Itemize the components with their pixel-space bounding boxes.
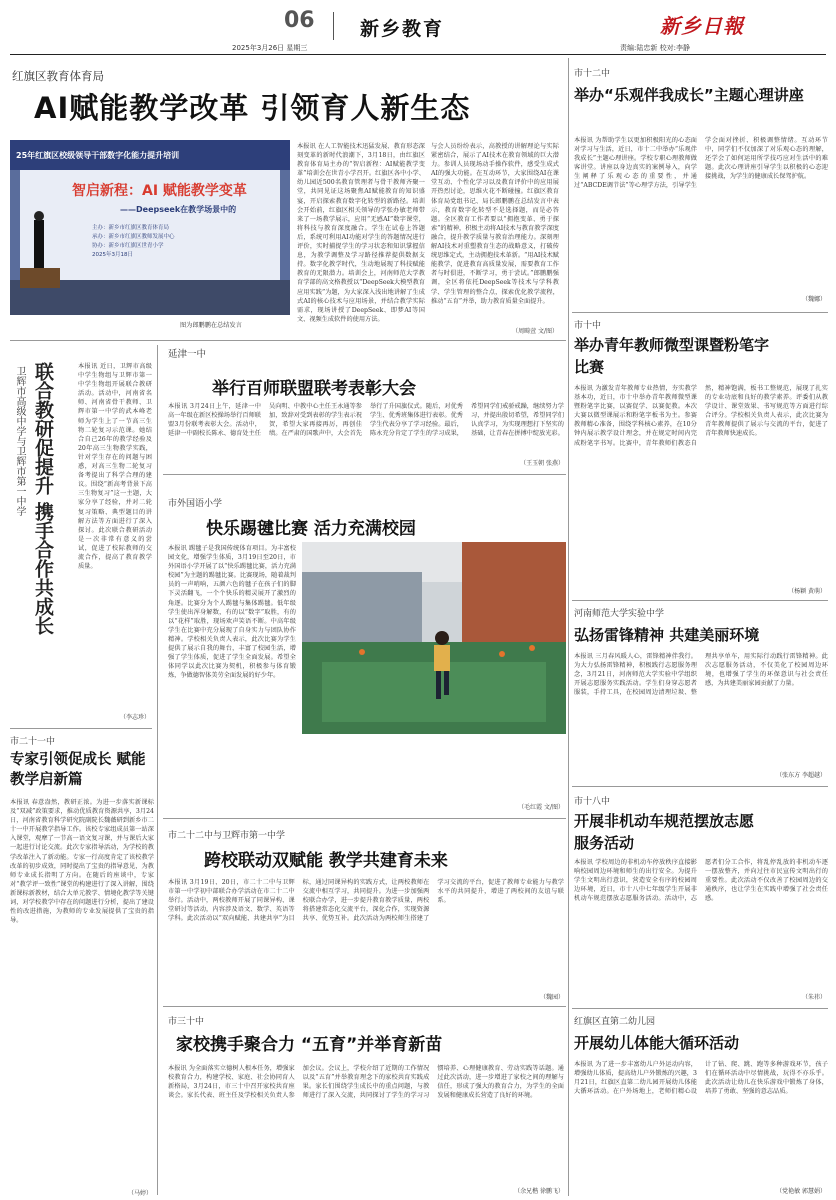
city12-headline: 举办“乐观伴我成长”主题心理讲座 <box>574 86 804 104</box>
city10-body: 本报讯 为激发青年教师专业热情，夯实教学基本功，近日，市十中举办青年教师微型课暨粉笔字比赛，以赛促学、以赛促教。本次大赛以微型课展示和粉笔字板书为主。参赛教师精心准备，围绕学科核心素养，在10分钟内展示教学设计理念，并在规定时间内完成粉笔字书写。比赛中，青年教师们教态自然，精神饱满，板书工整规范，展现了扎实的专业功底和良好的教学素养。评委们从教学设计、课堂效果、书写规范等方面进行综合评分。学校相关负责人表示，此次比赛为青年教师提供了展示与交流的平台，促进了青年教师快速成长。 <box>574 385 828 447</box>
foreign-kicker: 市外国语小学 <box>168 499 223 509</box>
yanjin-body: 本报讯 3月24日上午，延津一中高一年级在新区校操场举行百师联盟3月份联考表彰大会。活动中，延津一中副校长陈永、德育处主任吴向明、中教中心主任王永通等参加，致辞对受到表彰的学生表示祝贺，希望大家再接再厉，再创佳绩。在严肃的国歌声中，大会首先举行了升国旗仪式。随后，对优秀学生、优秀班集体进行表彰。优秀学生代表分享了学习经验。最后，陈永充分肯定了学生的学习成果，希望同学们戒骄戒躁，继续努力学习，并提出殷切希望，希望同学们认真学习，为实现理想打下坚实的基础，让青春在拼搏中绽放光彩。 <box>168 403 564 438</box>
foreign-photo <box>302 542 566 734</box>
city18-headline: 开展非机动车规范摆放志愿服务活动 <box>574 812 755 852</box>
foreign-headline: 快乐踢毽比赛 活力充满校园 <box>206 519 416 539</box>
photo-banner-main: 智启新程：AI 赋能教学变革 <box>72 183 247 199</box>
weihui-body: 本报讯 近日，卫辉市高级中学生物组与卫辉市第一中学生物组开展联合教研活动。活动中，河南省名师、河南省骨干教师、卫辉市第一中学的武本峰老师为学生上了一节高三生物二轮复习示范课。她结合自己26年的教学经验及20年高三生物教学实践，针对学生存在的问题与困惑，对高三生物二轮复习备考提出了科学合理的建议。围绕“新高考背景下高三生物复习”这一主题，大家分享了经验，并对二轮复习策略、典型题目的讲解方法等方面进行了深入探讨。此次联合教研活动是一次非常有意义的尝试，促进了校际教师的交流合作，提高了教育教学质量。 <box>78 363 152 571</box>
city12-byline: （魏娜） <box>801 296 826 303</box>
lead-bottom-rule <box>10 340 566 341</box>
photo-banner-organizers: 主办：新乡市红旗区教育体育局 承办：新乡市红旗区教师发展中心 协办：新乡市红旗区世青小学 2025年3月18日 <box>92 225 175 258</box>
city30-headline: 家校携手聚合力 “五育”并举育新苗 <box>176 1035 443 1055</box>
city21-byline: （马婷） <box>127 1190 152 1197</box>
city10-rule <box>572 600 828 601</box>
photo-banner-title: 25年红旗区校级领导干部数字化能力提升培训 <box>16 151 180 160</box>
masthead <box>0 0 836 58</box>
weihui-rule <box>10 728 152 729</box>
yanjin-kicker: 延津一中 <box>168 349 207 360</box>
city21-body: 本报讯 春意盎然，教研正浓。为进一步落实新课标及“双减”政策要求，推动优质教育资源共享，3月24日，河南省教育科学研究院副院长魏薇研到新乡市二十一中开展教学指导工作。该校专家组成员第一站深入课堂，观摩了一节高一语文复习课，并与课后大家一起进行讨论交流。此次专家指导活动，为学校的教学改革注入了新动能。专家一行高度肯定了该校教学改革的初步成效，同时提出了宝贵的指导意见，为教师专业成长指明了方向。在随后的座谈中，专家对“教学评一致性”课堂的构建进行了深入讲解，围绕新课标新教材，结合大单元教学、情境化教学等关键词，对学校教学中存在的问题进行分析，提出了建设性的改进措施，为教师的专业发展提供了宝贵的指导。 <box>10 799 154 925</box>
city30-byline: （余兄楷 徐鹏飞） <box>514 1188 564 1195</box>
city18-kicker: 市十八中 <box>574 797 611 807</box>
city18-body: 本报讯 学校周边的非机动车停放秩序直接影响校园周边环境和师生的出行安全。为提升学生文明出行意识，营造安全有序的校园周边环境，近日，市十八中七年级学生开展非机动车规范摆放志愿服务活动。活动中，志愿者们分工合作，将乱停乱放的非机动车逐一摆放整齐，并向过往市民宣传文明出行的重要性。此次活动不仅改善了校园周边的交通秩序，也让学生在实践中增强了社会责任感。 <box>574 859 828 903</box>
editors-credit: 责编:陆忠新 校对:李静 <box>620 44 690 52</box>
weihui-byline: （李志珍） <box>119 714 150 721</box>
lead-photo-caption: 图为郎鹏鹏在总结发言 <box>180 322 242 329</box>
city10-headline: 举办青年教师微型课暨粉笔字比赛 <box>574 336 770 376</box>
section-title: 新乡教育 <box>360 18 445 40</box>
right-column-divider <box>568 58 569 1196</box>
lead-column-3: 与会人员纷纷表示，高教授的讲解理论与实际紧密结合，展示了AI技术在教育领域的巨大潜力。参训人员现场动手操作软件，感受生成式AI的强大功能。在互动环节，大家围绕AI在课堂互动、个性化学习以及教育评价中的应用展开热烈讨论，思维火花不断碰撞。红旗区教育体育局党组书记、局长郎鹏鹏在总结发言中表示，教育数字化转型不是选择题，而是必答题。全区教育工作者要以“拥抱变革、勇于探索”的精神，积极主动将AI技术与教育教学深度融合，提升教学质量与教育治理能力。深刻理解AI技术对重塑教育生态的战略意义，打破传统思维定式，主动拥抱技术革新。“用AI技术赋能教学，促进教育高质量发展，需要教育工作者与时俱进，不断学习，勇于尝试。”郎鹏鹏强调，全区将依托DeepSeek等技术与学科教学、学生管理的整合点，探索优化教学流程，推动“五育”并举，助力教育质量全面提升。 <box>431 143 559 305</box>
weihui-body-bottom <box>10 672 152 692</box>
henan-byline: （张东方 李超越） <box>776 772 826 779</box>
joint-byline: （魏园） <box>539 994 564 1001</box>
foreign-body-cont <box>302 738 566 798</box>
kinder-kicker: 红旗区直第二幼儿园 <box>574 1017 656 1027</box>
weihui-subhead: 卫辉市高级中学与卫辉市第一中学 <box>14 366 25 516</box>
city12-rule <box>572 312 828 313</box>
kinder-headline: 开展幼儿体能大循环活动 <box>574 1034 740 1052</box>
photo-banner-sub: ——Deepseek在教学场景中的 <box>120 205 237 214</box>
city30-kicker: 市三十中 <box>168 1017 205 1027</box>
city12-body: 本报讯 为帮助学生以更加积极阳光的心态面对学习与生活，近日，市十二中举办“乐观伴我成长”主题心理讲座。学校专职心理教师做客讲堂。讲座以身边真实的案例导入，向学生阐释了乐观心态的重要性，并通过“ABCDE调节法”等心理学方法，引导学生学会面对挫折、积极调整情绪。互动环节中，同学们不仅加深了对乐观心态的理解，还学会了如何运用所学技巧应对生活中的难题。此次心理讲座引导学生以积极的心态迎接挑战，为学生的健康成长保驾护航。 <box>574 137 828 190</box>
kinder-byline: （党艳敏 郭慧娟） <box>776 1188 826 1195</box>
city30-body: 本报讯 为全面落实立德树人根本任务，增强家校教育合力，构建学校、家庭、社会协同育人新格局，3月24日，市三十中召开家校共育座谈会。家长代表、班主任及学校相关负责人参加会议。会议上，学校介绍了近期的工作情况以及“五育”并举教育理念下的家校共育实践成果。家长们围绕学生成长中的重点问题，与教师进行了深入交流，共同探讨了学生的学习习惯培养、心理健康教育、劳动实践等话题。通过此次活动，进一步增进了家校之间的理解与信任，形成了强大的教育合力，为学生的全面发展和健康成长营造了良好的环境。 <box>168 1065 564 1100</box>
joint-body: 本报讯 3月19日、20日，市二十二中与卫辉市第一中学初中部联合办学活动在市二十二中举行。活动中，两校教师开展了同课异构、课堂研讨等活动，内容涉及语文、数学、英语等学科。此次活动以“双向赋能、共建共享”为目标，通过同课异构的实践方式，让两校教师在交流中相互学习，共同提升。为进一步加强两校联合办学，进一步提升教育教学质量，两校将搭建常态化交流平台，深化合作，实现资源共享、优势互补。此次活动为两校师生搭建了学习交流的平台，促进了教师专业能力与教学水平的共同提升，增进了两校间的友谊与联系。 <box>168 879 564 923</box>
masthead-divider <box>333 12 334 40</box>
yanjin-rule <box>163 474 566 475</box>
city21-kicker: 市二十一中 <box>10 737 56 747</box>
henan-body: 本报讯 三月春风暖人心，雷锋精神伴我行。为大力弘扬雷锋精神，积极践行志愿服务理念，3月21日，河南师范大学实验中学组织开展志愿服务实践活动。学生们身穿志愿者服装，手持工具，在校园周边清理垃圾、整理共享单车，用实际行动践行雷锋精神。此次志愿服务活动，不仅美化了校园周边环境，也增强了学生的环保意识与社会责任感，为共建美丽家园贡献了力量。 <box>574 653 828 697</box>
page-date: 2025年3月26日 星期三 <box>232 44 308 52</box>
foreign-byline: （毛红霞 文/图） <box>518 804 564 811</box>
lead-column-2: 本报讯 在人工智能技术迅猛发展、教育形态深刻变革的新时代浪潮下，3月18日，由红旗区教育体育局主办的“智启新程：AI赋能教学变革”培训会在世青小学召开。红旗区各中小学、幼儿园近500名教育管理者与骨干教师齐聚一堂，共同见证这场聚焦AI赋能教育的知识盛宴，开启探索教育数字化转型的新路径。培训会开始前，红旗区相关领导的学张办敏老师带来了一场教学展示，应用“无感AI”数字课堂，将科技与教育深度融合。学生在试卷上答题后，系统可利用AI功能对学生的答题情况进行评价，实时捕捉学生的学习状态和知识掌握信息，为教学调整及学习路径推荐提供数据支持。数字化教学时代，生动地展现了科技赋能教育的无限潜力。培训会上，河南师范大学教育学部的高文格教授以“DeepSeek大模型教育应用实践”为题，为大家深入浅出地讲解了生成式AI的核心技术与应用场景，并结合教学实际需求，现场讲授了DeepSeek、即梦AI等国文、视频生成软件的使用方法。 <box>297 143 425 323</box>
foreign-body: 本报讯 踢毽子是我国传统体育项目。为丰富校园文化，增强学生体质，3月19日至20日，市外国语小学开展了以“快乐踢毽比赛，活力充满校园”为主题的踢毽比赛。比赛现场，随着裁判员的一声哨响，五颜六色的毽子在孩子们的脚下灵活翻飞，一个个快乐的精灵展开了激烈的角逐。比赛分为个人踢毽与集体踢毽。低年级学生使出浑身解数，有的以“数字”取胜，有的以“花样”取胜，现场欢声笑语不断。中高年级学生在比赛中充分展现了自身实力与团队协作精神。学校相关负责人表示，此次比赛为学生提供了展示自我的舞台，丰富了校园生活，增强了学生体质，促进了学生全面发展。希望全体同学以此次比赛为契机，积极参与体育锻炼，争做德智体美劳全面发展的好少年。 <box>168 545 296 680</box>
masthead-rule <box>10 54 826 55</box>
city21-headline: 专家引领促成长 赋能教学启新篇 <box>10 752 146 788</box>
foreign-photo-svg <box>302 542 566 734</box>
page-number: 06 <box>284 8 315 33</box>
joint-rule <box>163 1006 566 1007</box>
lead-kicker: 红旗区教育体育局 <box>12 69 104 83</box>
kinder-body: 本报讯 为了进一步丰富幼儿户外运动内容，增强幼儿体质，提高幼儿户外锻炼的兴趣，3月21日，红旗区直第二幼儿园开展幼儿体能大循环活动。在户外场地上，老师们精心设计了钻、爬、跳、跑等多种游戏环节，孩子们在循环活动中尽情挑战，玩得不亦乐乎。此次活动让幼儿在快乐游戏中锻炼了身体，培养了勇敢、坚强的意志品质。 <box>574 1061 828 1096</box>
foreign-rule <box>163 818 566 819</box>
joint-kicker: 市二十二中与卫辉市第一中学 <box>168 831 286 841</box>
lead-byline: （周畸萱 文/图） <box>512 328 558 335</box>
yanjin-byline: （王玉朝 张燕） <box>520 460 564 467</box>
city10-byline: （杨颖 黄萌） <box>788 588 826 595</box>
city18-rule <box>572 1008 828 1009</box>
lead-headline: AI赋能教学改革 引领育人新生态 <box>34 91 471 125</box>
lead-photo <box>10 140 290 315</box>
city10-kicker: 市十中 <box>574 321 602 331</box>
henan-headline: 弘扬雷锋精神 共建美丽环境 <box>574 626 760 644</box>
left-column-divider <box>157 345 158 1195</box>
city12-kicker: 市十二中 <box>574 69 611 79</box>
newspaper-logo: 新乡日報 <box>660 14 744 38</box>
joint-headline: 跨校联动双赋能 教学共建育未来 <box>204 851 448 871</box>
city18-byline: （朱祎） <box>801 994 826 1001</box>
yanjin-headline: 举行百师联盟联考表彰大会 <box>212 379 416 399</box>
henan-rule <box>572 786 828 787</box>
weihui-headline: 联合教研促提升 携手合作共成长 <box>32 362 54 635</box>
henan-kicker: 河南师范大学实验中学 <box>574 609 665 619</box>
